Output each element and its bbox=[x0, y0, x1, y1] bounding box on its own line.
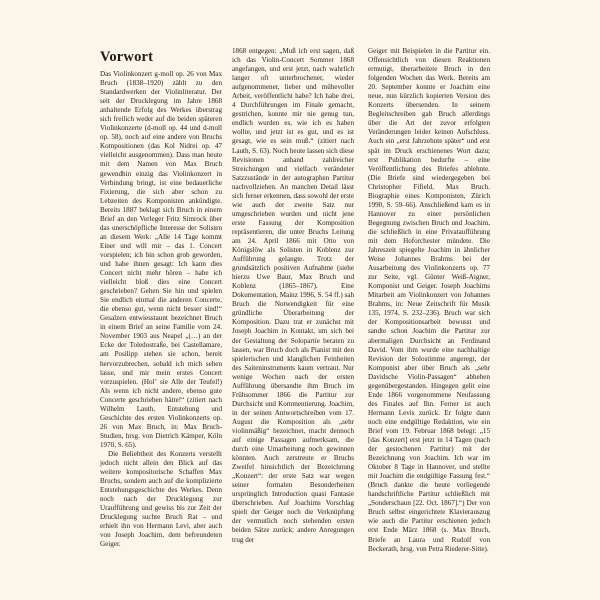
paragraph: Die Beliebtheit des Konzerts verstellt jedoch nicht allein den Blick auf das weitere kompositorische Schaffen Max Bruchs, sondern auch auf die komplizierte Entstehungsgeschichte des Werkes. Denn noch nach der Drucklegung zur Uraufführung und gewiss bis zur Zeit der Drucklegung suchte Bruch Rat – und erhielt ihn von Hermann Levi, aber auch von Joseph Joachim, dem befreundeten Geiger. bbox=[100, 449, 222, 549]
paragraph: Geiger mit Beispielen in die Partitur ein. Offensichtlich von diesen Reaktionen ermutigt, überarbeitete Bruch in den folgenden Wochen das Werk. Bereits am 20. September konnte er Joachim eine neue, nun kürzlich kopierten Version des Konzerts übersenden. In seinem Begleitschreiben gab Bruch allerdings über die Art der zuvor erfolgten Veränderungen leider keinen Aufschluss. Auch ein „erst Jahrzehnte später“ und erst spät im Druck erschienenes Wort dazu; erst Publikation bedurfte – eine Veröffentlichung des Briefes ablehnte. (Die Briefe sind wiedergegeben bei Christopher Fifield, Max Bruch. Biographie eines Komponisten, Zürich 1990, S. 59–66). Anschließend kam es in Hannover zu einer persönlichen Begegnung zwischen Bruch und Joachim, die schließlich in eine Privataufführung mit dem Hoforchester mündete. Die Jahreszeit spiegelte Joachim in ähnlicher Weise Johannes Brahms bei der Ausarbeitung des Violinkonzerts op. 77 zur Seite, vgl. Günter Weiß-Aigner, Komponist und Geiger. Joseph Joachims Mitarbeit am Violinkonzert von Johannes Brahms, in: Neue Zeitschrift für Musik 135, 1974, S. 232–236). Bruch war sich der Kompositionsarbeit bewusst und sandte schon Joachim die Partitur zur abermaligen Durchsicht an Ferdinand David. Vom ihm wurde eine nachhaltige Revision der Solostimme angeregt, der Komponist aber über Bruch als „sehr Davidsche Violin-Passagen“ abheben gegenübergestanden. Hingegen gelit eine Ende 1866 vorgenommene Neufassung des Finales auf Ihn. Ferner ist auch Hermann Levis zurück. Er folgte dann noch eine endgültige Redaktion, wie ein Brief vom 19. Februar 1868 belegt: „15 [das Konzert] erst jetzt in 14 Tagen (nach der gestochenen Partitur) mit der Bezeichnung von Joachim. Ich war im Oktober 8 Tage in Hannover, und stellte mit Joachim die endgültige Fassung fest.“ (Bruch dankte die heute vorliegende handschriftliche Partitur schließlich mit „Sonderschaun [22. Oct. 1867].“) Der von Bruch selbst eingerichtete Klavierauszug wie auch die Partitur erschienen jedoch erst Ende März 1868 (s. Max Bruch, Briefe an Laura und Rudolf von Beckerath, hrsg. von Petra Riederer-Sitte). bbox=[368, 47, 490, 553]
page-title: Vorwort bbox=[100, 49, 154, 65]
paragraph: 1868 entgegen: „Muß ich erst sagen, daß ich das Violin-Concert Sommer 1868 angefangen, und erst jetzt, nach wahrlich langer oft unterbrochener, wieder aufgenommener, lieber und mühevoller Arbeit, veröffentlicht habe? Ich habe drei, 4 Durchführungen im Finale gemacht, gestrichen, konnte mir nie genug tun, endlich wurden es, wie ich es haben wollte, und jetzt ist es gut, und es ist gesagt, wie es sein muß.“ (zitiert nach Lauth, S. 63). Noch heute lassen sich diese Revisionen anhand zahlreicher Streichungen und vielfach verändeter Satzzustände in der autographen Partitur nachvollziehen. An manchen Detail lässt sich ferner erkennen, dass sowohl der erste wie auch der zweite Satz nur umgeschrieben wurden und nicht jene erste Fassung der Komposition repräsentieren, die unter Bruchs Leitung am 24. April 1866 mit Otto von Königslöw als Solisten in Koblenz zur Aufführung gelangte. Trotz der grundsätzlich positiven Aufnahme (siehe hierzu Uwe Baur, Max Bruch und Koblenz (1865–1867). Eine Dokumentation, Mainz 1996, S. 54 ff.) sah Bruch die Notwendigkeit für eine gründliche Überarbeitung der Komposition. Dazu trat er zunächst mit Joseph Joachim in Kontakt, um sich bei der Gestaltung der Solopartie beraten zu lassen, war Bruch doch als Pianist mit den spielerischen und klanglichen Feinheiten des Saiteninstruments kaum vertraut. Nur wenige Wochen nach der ersten Aufführung übersandte ihm Bruch im Frühsommer 1866 die Partitur zur Durchsicht und Kommentierung. Joachim, in der seinen Antwortschreiben vom 17. August die Komposition als „sehr violinmäßig“ bezeichnet, macht dennoch auf einige Passagen aufmerksam, die durch eine Umarbeitung noch gewinnen könnten. Auch zerstreute er Bruchs Zweifel hinsichtlich der Bezeichnung „Konzert“: der erste Satz war wegen seiner formalen Besonderheiten ursprünglich Introduction quasi Fantasie überschrieben. Auf Joachims Vorschlag spielt der Geiger noch die Verknüpfung der vermutlich noch stehenden ersten beiden Sätze zurück; andere Anregungen trug der bbox=[232, 47, 354, 544]
text-column-1 bbox=[100, 70, 222, 549]
text-column-3 bbox=[368, 47, 490, 554]
paragraph: Das Violinkonzert g-moll op. 26 von Max Bruch (1838–1920) zählt zu den Standardwerken der Violinliteratur. Der seit der Drucklegung im Jahre 1868 anhaltende Erfolg des Werkes überstrag sich freilich weder auf die beiden späteren Violinkonzerte (d-moll op. 44 und d-moll op. 58), noch auf eine andere von Bruchs Kompositionen (das Kol Nidrei op. 47 vielleicht ausgenommen). Dass man heute mit dem Namen von Max Bruch gewendhin einzig das Violinkonzert in Verbindung bringt, ist eine bedauerliche Fixierung, die sich aber schon zu Lebzeiten des Komponisten ankündigte. Bereits 1887 beklagt sich Bruch in einem Brief an den Verleger Fritz Simrock über das unerschöpfliche Interesse der Solisten an diesem Werk: „Alle 14 Tage kommt Einer und will mir – das 1. Concert vorspielen; ich bin schon grob geworden, und habe ihnen gesagt: Ich kann dies Concert nicht mehr hören – habe ich vielleicht bloß dies eine Concert geschrieben? Gehen Sie hin und spielen Sie endlich einmal die anderen Concerte, die ebenso gut, wenn nicht besser sind!“ Gesalzen entwiesstaunt bezeichnet Bruch in einem Brief an seine Familie vom 24. November 1903 aus Neapel „(…) an der Ecke der Toledostraße, bei Castellamare, am Posilipp stehen sie schon, bereit hervorzubrechen, sobald ich mich sehen lasse, und mir mein erstes Concert vorzuspielen. (Hol’ sie Alle der Teufel!) Als wenn ich nicht andere, ebenso gute Concerte geschrieben hätte!“ (zitiert nach Wilhelm Lauth, Entstehung und Geschichte des ersten Violinkonzerts op. 26 von Max Bruch, in: Max Bruch-Studien, hrsg. von Dietrich Kämper, Köln 1970, S. 65). bbox=[100, 70, 222, 449]
text-column-2 bbox=[232, 47, 354, 545]
